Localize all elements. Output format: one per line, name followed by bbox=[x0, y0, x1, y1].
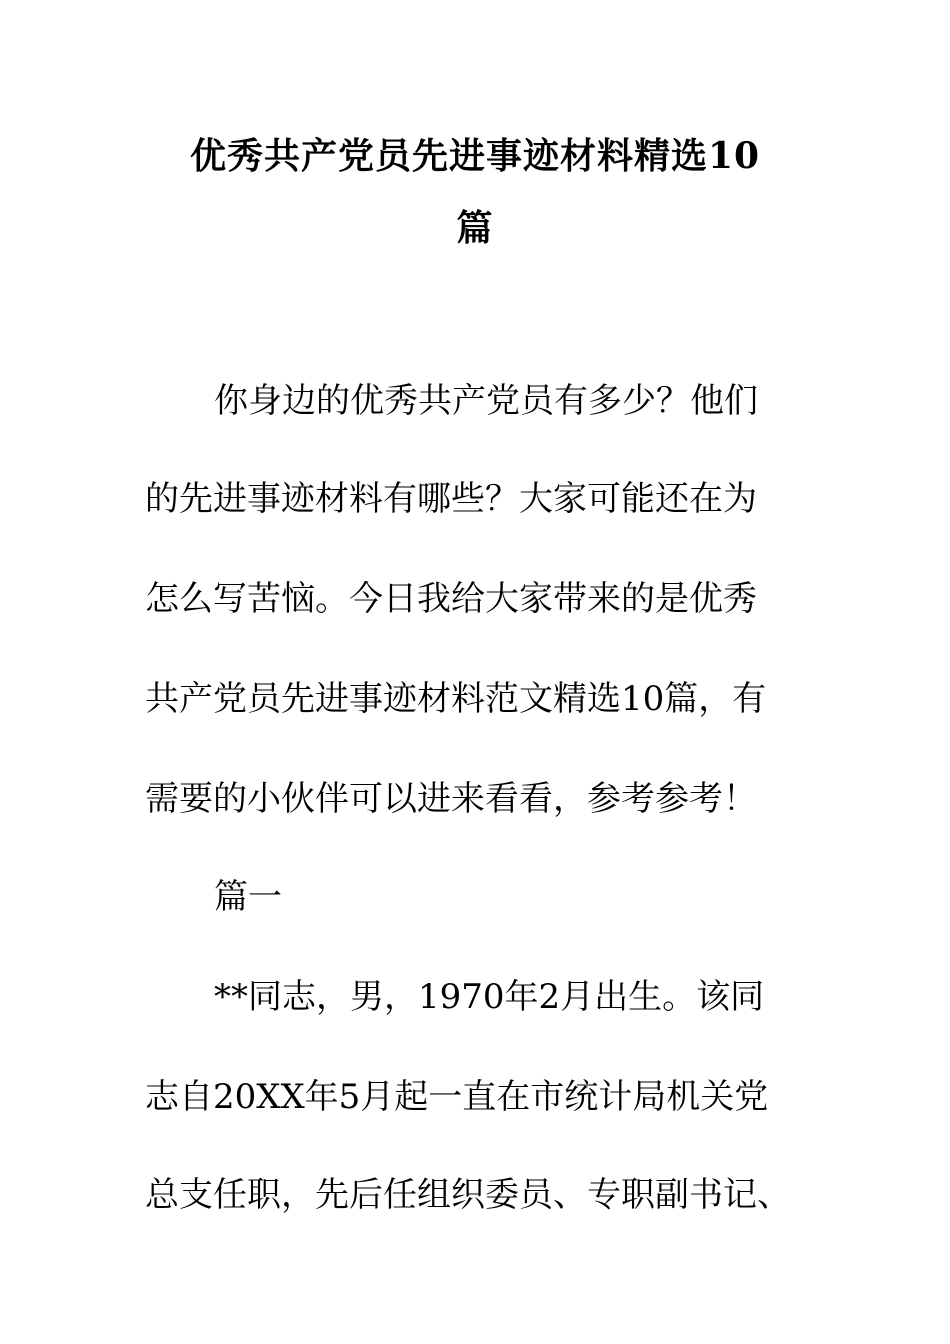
intro-line-3: 怎么写苦恼。今日我给大家带来的是优秀 bbox=[145, 579, 757, 619]
intro-line-4: 共产党员先进事迹材料范文精选10篇，有 bbox=[145, 679, 767, 719]
intro-line-2: 的先进事迹材料有哪些？大家可能还在为 bbox=[145, 479, 757, 519]
section-heading: 篇一 bbox=[214, 877, 282, 917]
intro-line-5: 需要的小伙伴可以进来看看，参考参考！ bbox=[145, 779, 757, 819]
document-title bbox=[150, 120, 800, 264]
title-line-1: 优秀共产党员先进事迹材料精选10 bbox=[189, 135, 761, 177]
body-line-2: 志自20XX年5月起一直在市统计局机关党 bbox=[145, 1077, 769, 1117]
title-line-2: 篇 bbox=[456, 207, 494, 249]
intro-line-1: 你身边的优秀共产党员有多少？他们 bbox=[214, 381, 758, 421]
body-line-1: **同志，男，1970年2月出生。该同 bbox=[214, 977, 765, 1017]
body-line-3: 总支任职，先后任组织委员、专职副书记、 bbox=[145, 1175, 791, 1215]
